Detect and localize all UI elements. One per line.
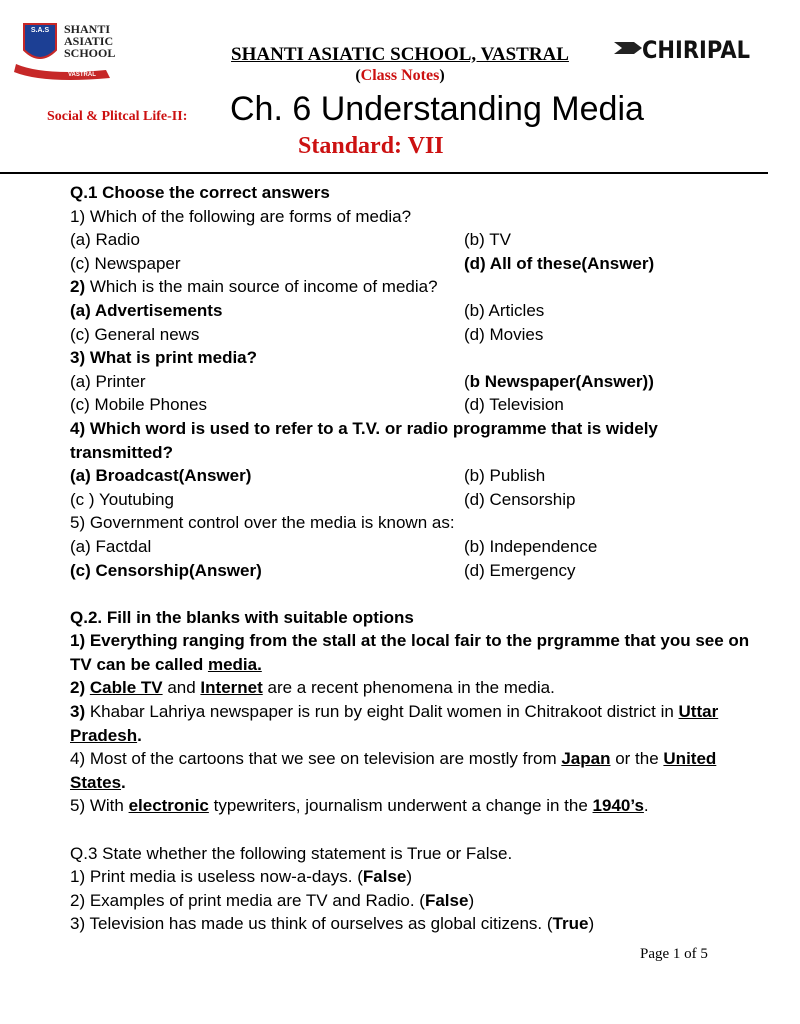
- q3-item-2: [70, 889, 750, 913]
- question-text: Which is the main source of income of media?: [85, 277, 438, 297]
- spacer: [70, 582, 750, 606]
- option-answer: (d) All of these(Answer): [464, 253, 655, 273]
- standard-label: Standard: VII: [298, 133, 444, 159]
- item-text: 1) Everything ranging from the stall at the local fair to the prgramme that you see on TV can be called: [70, 631, 750, 674]
- q2-heading: Q.2. Fill in the blanks with suitable options: [70, 607, 414, 627]
- q2-item-5: [70, 794, 750, 818]
- punct: .: [643, 796, 649, 816]
- answer-text: b Newspaper(Answer)): [469, 371, 654, 391]
- option-answer: [464, 370, 654, 394]
- statement: 3) Television has made us think of ourselves as global citizens. (: [70, 914, 553, 934]
- paren: ): [406, 867, 413, 887]
- punct: .: [137, 725, 142, 745]
- q1-question-4: 4) Which word is used to refer to a T.V. or radio programme that is widely transmitted?: [70, 418, 658, 462]
- paren: ): [468, 890, 475, 910]
- blank-answer: electronic: [128, 796, 209, 816]
- item-text: or the: [610, 749, 664, 769]
- option-answer: (a) Advertisements: [70, 300, 223, 320]
- q3-item-1: [70, 865, 750, 889]
- item-text: are a recent phenomena in the media.: [262, 678, 555, 698]
- page-number: Page 1 of 5: [640, 946, 708, 962]
- blank-answer: Cable TV: [89, 678, 163, 698]
- logo-sas: S.A.S: [30, 27, 50, 34]
- q1-question-3: 3) What is print media?: [70, 348, 258, 368]
- option: (a) Factdal: [70, 536, 152, 556]
- q1-options-row: [70, 252, 750, 276]
- q1-options-row: [70, 464, 750, 488]
- option: (b) Articles: [464, 300, 545, 320]
- question-number: 2): [70, 277, 86, 297]
- tf-answer: True: [552, 914, 589, 934]
- paren: ): [588, 914, 595, 934]
- item-text: Khabar Lahriya newspaper is run by eight Dalit women in Chitrakoot district in: [85, 702, 679, 722]
- option: (a) Printer: [70, 371, 146, 391]
- notes-text: Class Notes: [360, 67, 440, 84]
- logo-ribbon-text: VASTRAL: [68, 72, 96, 78]
- option: (c) General news: [70, 324, 200, 344]
- notes-open-paren: (: [355, 67, 361, 84]
- item-text: 4) Most of the cartoons that we see on television are mostly from: [70, 749, 562, 769]
- spacer: [70, 818, 750, 842]
- chiripal-logo: [612, 34, 752, 64]
- subject-label: Social & Plitcal Life-II:: [47, 109, 188, 124]
- blank-answer: United States: [70, 749, 717, 792]
- paren: (: [464, 371, 470, 391]
- option-answer: (a) Broadcast(Answer): [70, 466, 252, 486]
- notes-body: [70, 181, 750, 936]
- option-answer: (c) Censorship(Answer): [70, 560, 262, 580]
- notes-close-paren: ): [439, 67, 445, 84]
- item-number: 2): [70, 678, 86, 698]
- q1-options-row: [70, 370, 750, 394]
- header-divider: [0, 172, 768, 174]
- q2-item-2: [70, 676, 750, 700]
- option: (c) Mobile Phones: [70, 395, 208, 415]
- option: (d) Censorship: [464, 489, 576, 509]
- q1-options-row: [70, 299, 750, 323]
- q1-options-row: [70, 535, 750, 559]
- school-name: SHANTI ASIATIC SCHOOL, VASTRAL: [231, 44, 569, 65]
- chiripal-text: CHIRIPAL: [642, 36, 750, 64]
- option: (d) Television: [464, 395, 564, 415]
- option: (b) TV: [464, 230, 511, 250]
- option: (c) Newspaper: [70, 253, 181, 273]
- q1-question-2: [70, 275, 750, 299]
- q3-item-3: [70, 912, 750, 936]
- option: (b) Publish: [464, 466, 546, 486]
- option: (d) Movies: [464, 324, 544, 344]
- q1-question-5: 5) Government control over the media is known as:: [70, 513, 455, 533]
- punct: .: [121, 772, 126, 792]
- q1-heading: Q.1 Choose the correct answers: [70, 183, 330, 202]
- q1-question-1: 1) Which of the following are forms of media?: [70, 206, 412, 226]
- q2-item-3: [70, 700, 750, 747]
- blank-answer: Internet: [200, 678, 263, 698]
- item-number: 3): [70, 702, 86, 722]
- option: (b) Independence: [464, 536, 598, 556]
- tf-answer: False: [424, 890, 469, 910]
- item-text: and: [162, 678, 201, 698]
- q1-options-row: [70, 323, 750, 347]
- chapter-title: Ch. 6 Understanding Media: [230, 90, 644, 128]
- q2-item-4: [70, 747, 750, 794]
- q1-options-row: [70, 228, 750, 252]
- blank-answer: Uttar Pradesh: [70, 702, 719, 745]
- q1-options-row: [70, 393, 750, 417]
- q3-heading: Q.3 State whether the following statement is True or False.: [70, 843, 513, 863]
- tf-answer: False: [362, 867, 407, 887]
- q1-options-row: [70, 559, 750, 583]
- logo-line-school: SCHOOL: [64, 46, 116, 60]
- option: (c ) Youtubing: [70, 489, 174, 509]
- q1-options-row: [70, 488, 750, 512]
- logo-line-asiatic: ASIATIC: [64, 34, 114, 48]
- statement: 2) Examples of print media are TV and Radio. (: [70, 890, 425, 910]
- blank-answer: Japan: [561, 749, 611, 769]
- logo-line-shanti: SHANTI: [64, 22, 111, 36]
- option: (a) Radio: [70, 230, 140, 250]
- class-notes-label: [0, 67, 800, 85]
- q2-item-1: [70, 629, 750, 676]
- option: (d) Emergency: [464, 560, 576, 580]
- item-text: typewriters, journalism underwent a change in the: [208, 796, 593, 816]
- blank-answer: 1940’s: [592, 796, 644, 816]
- item-text: 5) With: [70, 796, 129, 816]
- blank-answer: media.: [207, 654, 262, 674]
- statement: 1) Print media is useless now-a-days. (: [70, 867, 363, 887]
- chiripal-mark-icon: [614, 42, 642, 54]
